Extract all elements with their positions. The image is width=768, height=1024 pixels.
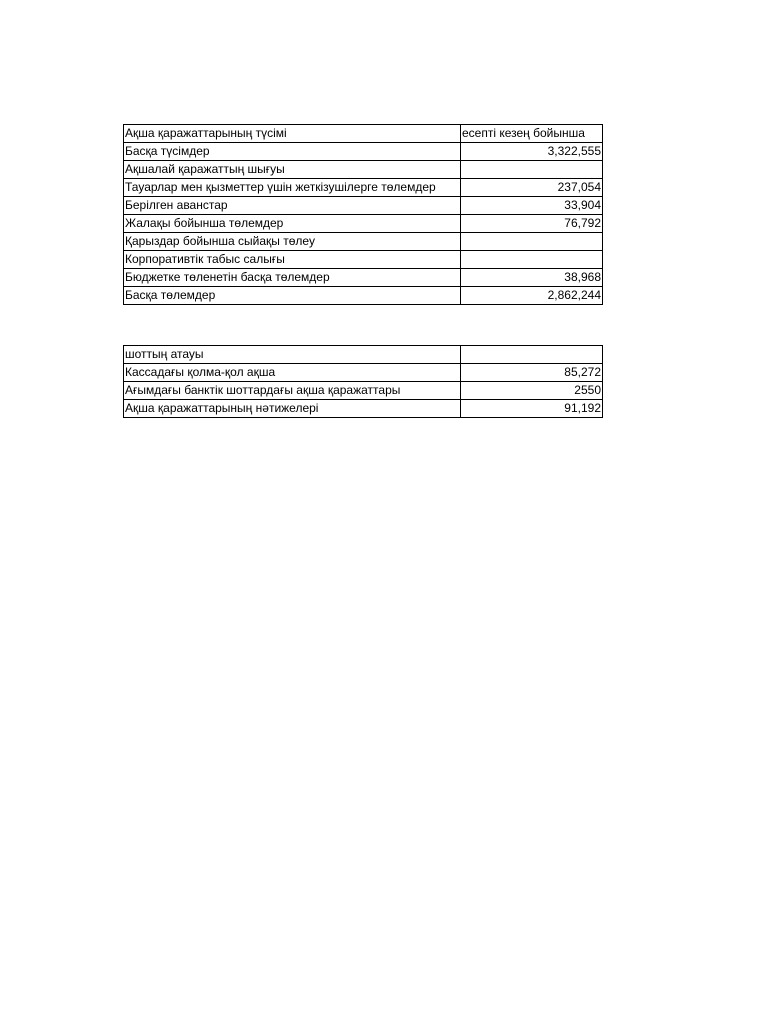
cash-inflow-header-cell[interactable]: Ақша қаражаттарының түсімі	[124, 125, 461, 143]
row-value-cell[interactable]: 76,792	[461, 215, 603, 233]
reporting-period-header-cell[interactable]: есепті кезең бойынша	[461, 125, 603, 143]
row-label-cell[interactable]: Жалақы бойынша төлемдер	[124, 215, 461, 233]
table-row	[124, 179, 603, 197]
row-label-cell[interactable]: Берілген аванстар	[124, 197, 461, 215]
row-label-cell[interactable]: Кассадағы қолма-қол ақша	[124, 364, 461, 382]
row-value-cell[interactable]: 85,272	[461, 364, 603, 382]
table-row	[124, 197, 603, 215]
table-row	[124, 400, 603, 418]
table-header-row	[124, 125, 603, 143]
row-value-cell[interactable]	[461, 161, 603, 179]
table-row	[124, 215, 603, 233]
row-value-cell[interactable]: 2550	[461, 382, 603, 400]
table-row	[124, 143, 603, 161]
table-row	[124, 251, 603, 269]
table-row	[124, 364, 603, 382]
row-value-cell[interactable]: 91,192	[461, 400, 603, 418]
row-value-cell[interactable]: 2,862,244	[461, 287, 603, 305]
row-label-cell[interactable]: Ақша қаражаттарының нәтижелері	[124, 400, 461, 418]
row-value-cell[interactable]	[461, 251, 603, 269]
row-label-cell[interactable]: Бюджетке төленетін басқа төлемдер	[124, 269, 461, 287]
cash-flow-table	[123, 124, 603, 305]
table-row	[124, 287, 603, 305]
table-row	[124, 233, 603, 251]
row-value-cell[interactable]: 38,968	[461, 269, 603, 287]
table-row	[124, 269, 603, 287]
row-value-cell[interactable]	[461, 233, 603, 251]
row-label-cell[interactable]: Басқа төлемдер	[124, 287, 461, 305]
row-label-cell[interactable]: Корпоративтік табыс салығы	[124, 251, 461, 269]
accounts-table	[123, 345, 603, 418]
table-row	[124, 161, 603, 179]
row-label-cell[interactable]: Басқа түсімдер	[124, 143, 461, 161]
row-value-cell[interactable]: 237,054	[461, 179, 603, 197]
row-value-cell[interactable]: 3,322,555	[461, 143, 603, 161]
row-label-cell[interactable]: Тауарлар мен қызметтер үшін жеткізушілерге төлемдер	[124, 179, 461, 197]
row-label-cell[interactable]: Ағымдағы банктік шоттардағы ақша қаражаттары	[124, 382, 461, 400]
table-row	[124, 382, 603, 400]
row-value-cell[interactable]: 33,904	[461, 197, 603, 215]
row-label-cell[interactable]: Ақшалай қаражаттың шығуы	[124, 161, 461, 179]
account-name-header-cell[interactable]: шоттың атауы	[124, 346, 461, 364]
row-label-cell[interactable]: Қарыздар бойынша сыйақы төлеу	[124, 233, 461, 251]
account-value-header-cell[interactable]	[461, 346, 603, 364]
table-header-row	[124, 346, 603, 364]
